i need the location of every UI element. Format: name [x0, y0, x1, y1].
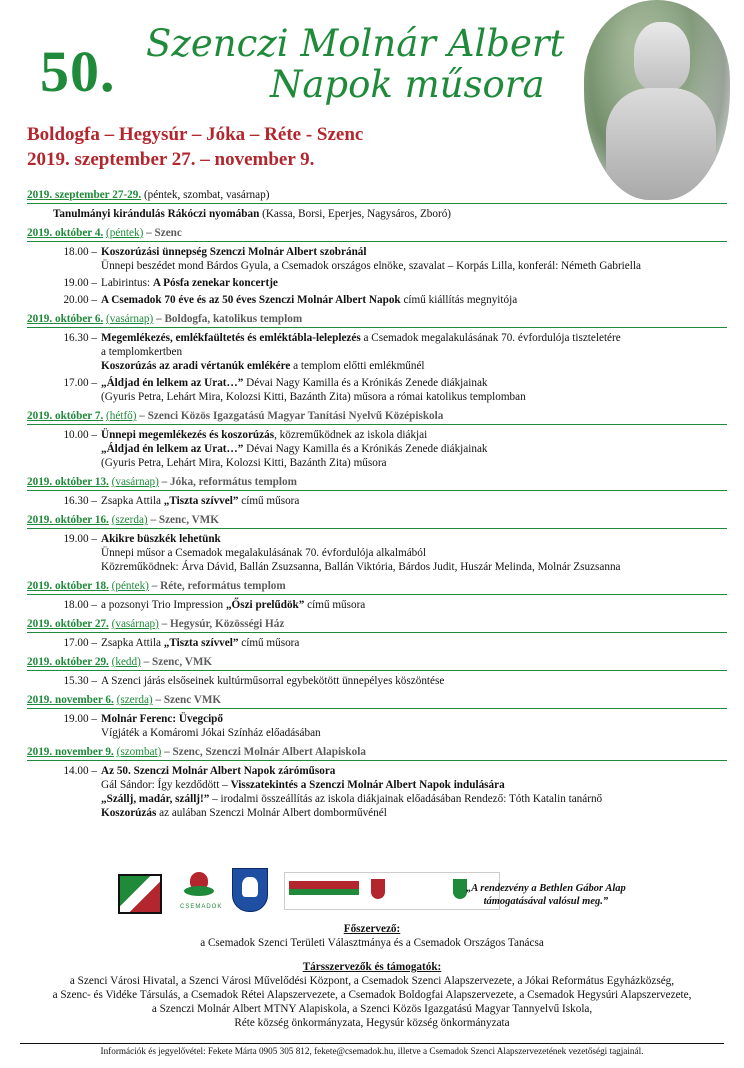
event-header: [27, 475, 727, 491]
event-date: 2019. október 16.: [27, 514, 109, 526]
event-time: 16.30 –: [63, 332, 97, 344]
crest-icon-2: [453, 879, 467, 899]
event-date: 2019. október 7.: [27, 410, 104, 422]
event-item: [27, 376, 727, 404]
title-line-2: Napok műsora: [270, 63, 545, 106]
main-organizer-title: Főszervező:: [343, 923, 401, 935]
event-day: (szerda): [111, 514, 148, 526]
event-description: Az 50. Szenczi Molnár Albert Napok záróműsora Gál Sándor: Így kezdődött – Visszatekintés a Szenczi Molnár Albert Napok indulására „Szállj, madár, szállj!” – irodalmi összeállítás az iskola diákjainak előadásában Rendező: Tóth Katalin tanárnő Koszorúzás az aulában Szenczi Molnár Albert domborművénél: [101, 765, 603, 819]
venue-list: Boldogfa – Hegysúr – Jóka – Réte - Szenc: [27, 124, 364, 145]
event-header: [27, 693, 727, 709]
event-description: Molnár Ferenc: Üvegcipő Vígjáték a Komáromi Jókai Színház előadásában: [101, 713, 321, 739]
event-description: Ünnepi megemlékezés és koszorúzás, közreműködnek az iskola diákjai „Áldjad én lelkem az Urat…” Dévai Nagy Kamilla és a Krónikás Zenede diákjainak (Gyuris Petra, Lehárt Mira, Kolozsi Kitti, Bazánth Zita) műsora: [101, 429, 488, 469]
event-venue: – Szenc: [146, 227, 182, 239]
event-item: [27, 494, 727, 508]
date-range: 2019. szeptember 27. – november 9.: [27, 149, 315, 170]
event-venue: – Szenc, VMK: [143, 656, 213, 668]
event-item: [27, 245, 727, 273]
event-date: 2019. október 27.: [27, 618, 109, 630]
event-item: [27, 712, 727, 740]
event-time: 19.00 –: [63, 277, 97, 289]
event-date: 2019. november 6.: [27, 694, 114, 706]
event-time: 17.00 –: [63, 377, 97, 389]
event-description: Megemlékezés, emlékfaültetés és emléktábla-leleplezés a Csemadok megalakulásának 70. évfordulója tiszteletére a templomkertben Koszorúzás az aradi vértanúk emlékére a templom előtti emlékműnél: [101, 332, 621, 372]
event-venue: – Szenci Közös Igazgatású Magyar Tanítási Nyelvű Középiskola: [139, 410, 444, 422]
event-description: Zsapka Attila „Tiszta szívvel” című műsora: [101, 495, 300, 507]
event-header: [27, 655, 727, 671]
event-header: [27, 312, 727, 328]
event-day: (vasárnap): [111, 618, 159, 630]
partners-list: [0, 974, 744, 1030]
event-description: Labirintus: A Pósfa zenekar koncertje: [101, 277, 278, 289]
csemadok-logo: [180, 870, 223, 910]
event-description: A Csemadok 70 éve és az 50 éves Szenczi Molnár Albert Napok című kiállítás megnyitója: [101, 294, 518, 306]
coat-of-arms-logo: [232, 868, 268, 912]
event-date: 2019. november 9.: [27, 746, 114, 758]
partners-title: Társszervezők és támogatók:: [302, 961, 442, 973]
event-description: Koszorúzási ünnepség Szenczi Molnár Albert szobránál Ünnepi beszédet mond Bárdos Gyula, a Csemadok országos elnöke, szavalat – Korpás Lilla, konferál: Németh Gabriella: [101, 246, 641, 272]
event-time: 16.30 –: [63, 495, 97, 507]
main-organizer-text: a Csemadok Szenci Területi Választmánya és a Csemadok Országos Tanácsa: [200, 937, 544, 949]
partner-line: a Szenc- és Vidéke Társulás, a Csemadok Rétei Alapszervezete, a Csemadok Boldogfai Alapszervezete, a Csemadok Hegysúri Alapszervezete,: [52, 989, 692, 1001]
event-time: 17.00 –: [63, 637, 97, 649]
event-day: (vasárnap): [106, 313, 154, 325]
event-time: 10.00 –: [63, 429, 97, 441]
event-day: (kedd): [111, 656, 141, 668]
event-date: 2019. október 13.: [27, 476, 109, 488]
event-item: [27, 532, 727, 574]
event-time: 14.00 –: [63, 765, 97, 777]
statue-head-shape: [634, 22, 690, 92]
contact-info: Információk és jegyelővétel: Fekete Márta 0905 305 812, fekete@csemadok.hu, illetve a Csemadok Szenci Alapszervezetének vezetőségi tagjainál.: [20, 1043, 724, 1056]
event-description: Akikre büszkék lehetünk Ünnepi műsor a Csemadok megalakulásának 70. évfordulója alkalmából Közreműködnek: Árva Dávid, Ballán Zsuzsanna, Ballán Viktória, Bárdos Judit, Huszár Melinda, Molnár Zsuzsanna: [101, 533, 621, 573]
event-time: 18.00 –: [63, 246, 97, 258]
event-description: A Szenci járás elsőseinek kultúrműsorral egybekötött ünnepélyes köszöntése: [101, 675, 445, 687]
event-description: „Áldjad én lelkem az Urat…” Dévai Nagy Kamilla és a Krónikás Zenede diákjainak (Gyuris Petra, Lehárt Mira, Kolozsi Kitti, Bazánth Zita) műsora a római katolikus templomban: [101, 377, 526, 403]
event-day: (szerda): [116, 694, 153, 706]
crest-icon: [371, 879, 385, 899]
program-list: [27, 183, 727, 820]
event-day: (péntek, szombat, vasárnap): [143, 189, 270, 201]
event-venue: – Szenc, Szenczi Molnár Albert Alapiskola: [164, 746, 366, 758]
support-quote: „A rendezvény a Bethlen Gábor Alap támogatásával valósul meg.”: [466, 883, 626, 907]
event-item: [27, 636, 727, 650]
event-header: [27, 617, 727, 633]
event-header: [27, 188, 727, 204]
poster-header: [0, 0, 744, 190]
event-item: [27, 428, 727, 470]
sponsor-logos: [118, 868, 638, 916]
event-item: [27, 293, 727, 307]
event-date: 2019. október 29.: [27, 656, 109, 668]
event-item: [27, 764, 727, 820]
event-venue: – Boldogfa, katolikus templom: [156, 313, 303, 325]
event-item: [27, 674, 727, 688]
event-header: [27, 579, 727, 595]
leaf-icon: [184, 886, 214, 896]
event-venue: – Jóka, református templom: [161, 476, 297, 488]
event-date: 2019. október 4.: [27, 227, 104, 239]
event-item: [27, 276, 727, 290]
edition-number: 50.: [40, 39, 116, 104]
event-description: a pozsonyi Trio Impression „Őszi prelűdök” című műsora: [101, 599, 366, 611]
event-day: (péntek): [111, 580, 149, 592]
event-date: 2019. október 18.: [27, 580, 109, 592]
event-venue: – Réte, református templom: [151, 580, 286, 592]
event-time: 15.30 –: [63, 675, 97, 687]
organization-logo-1: [118, 874, 162, 914]
organizers: [0, 922, 744, 950]
event-item: [27, 331, 727, 373]
event-item: Tanulmányi kirándulás Rákóczi nyomában (Kassa, Borsi, Eperjes, Nagysáros, Zboró): [53, 208, 452, 220]
event-day: (szombat): [116, 746, 162, 758]
event-description: Zsapka Attila „Tiszta szívvel” című műsora: [101, 637, 300, 649]
event-venue: – Hegysúr, Közösségi Ház: [161, 618, 285, 630]
event-header: [27, 226, 727, 242]
event-day: (vasárnap): [111, 476, 159, 488]
event-item: [27, 598, 727, 612]
statue-photo: [584, 0, 730, 200]
event-venue: – Szenc, VMK: [150, 514, 219, 526]
partner-line: a Szenczi Molnár Albert MTNY Alapiskola, a Szenci Közös Igazgatású Magyar Tannyelvű Iskola,: [151, 1003, 593, 1015]
event-day: (hétfő): [106, 410, 137, 422]
partners: [0, 960, 744, 1030]
event-day: (péntek): [106, 227, 144, 239]
event-date: 2019. szeptember 27-29.: [27, 189, 142, 201]
event-time: 18.00 –: [63, 599, 97, 611]
partner-line: a Szenci Városi Hivatal, a Szenci Városi Művelődési Központ, a Csemadok Szenci Alapszervezete, a Jókai Református Egyházközség,: [69, 975, 675, 987]
event-venue: – Szenc VMK: [155, 694, 222, 706]
partner-line: Réte község önkormányzata, Hegysúr község önkormányzata: [234, 1017, 510, 1029]
event-header: [27, 409, 727, 425]
csemadok-logo-text: CSEMADOK: [180, 904, 223, 910]
event-time: 19.00 –: [63, 533, 97, 545]
event-time: 19.00 –: [63, 713, 97, 725]
event-header: [27, 745, 727, 761]
event-date: 2019. október 6.: [27, 313, 104, 325]
event-header: [27, 513, 727, 529]
event-time: 20.00 –: [63, 294, 97, 306]
title-line-1: Szenczi Molnár Albert: [146, 22, 565, 65]
